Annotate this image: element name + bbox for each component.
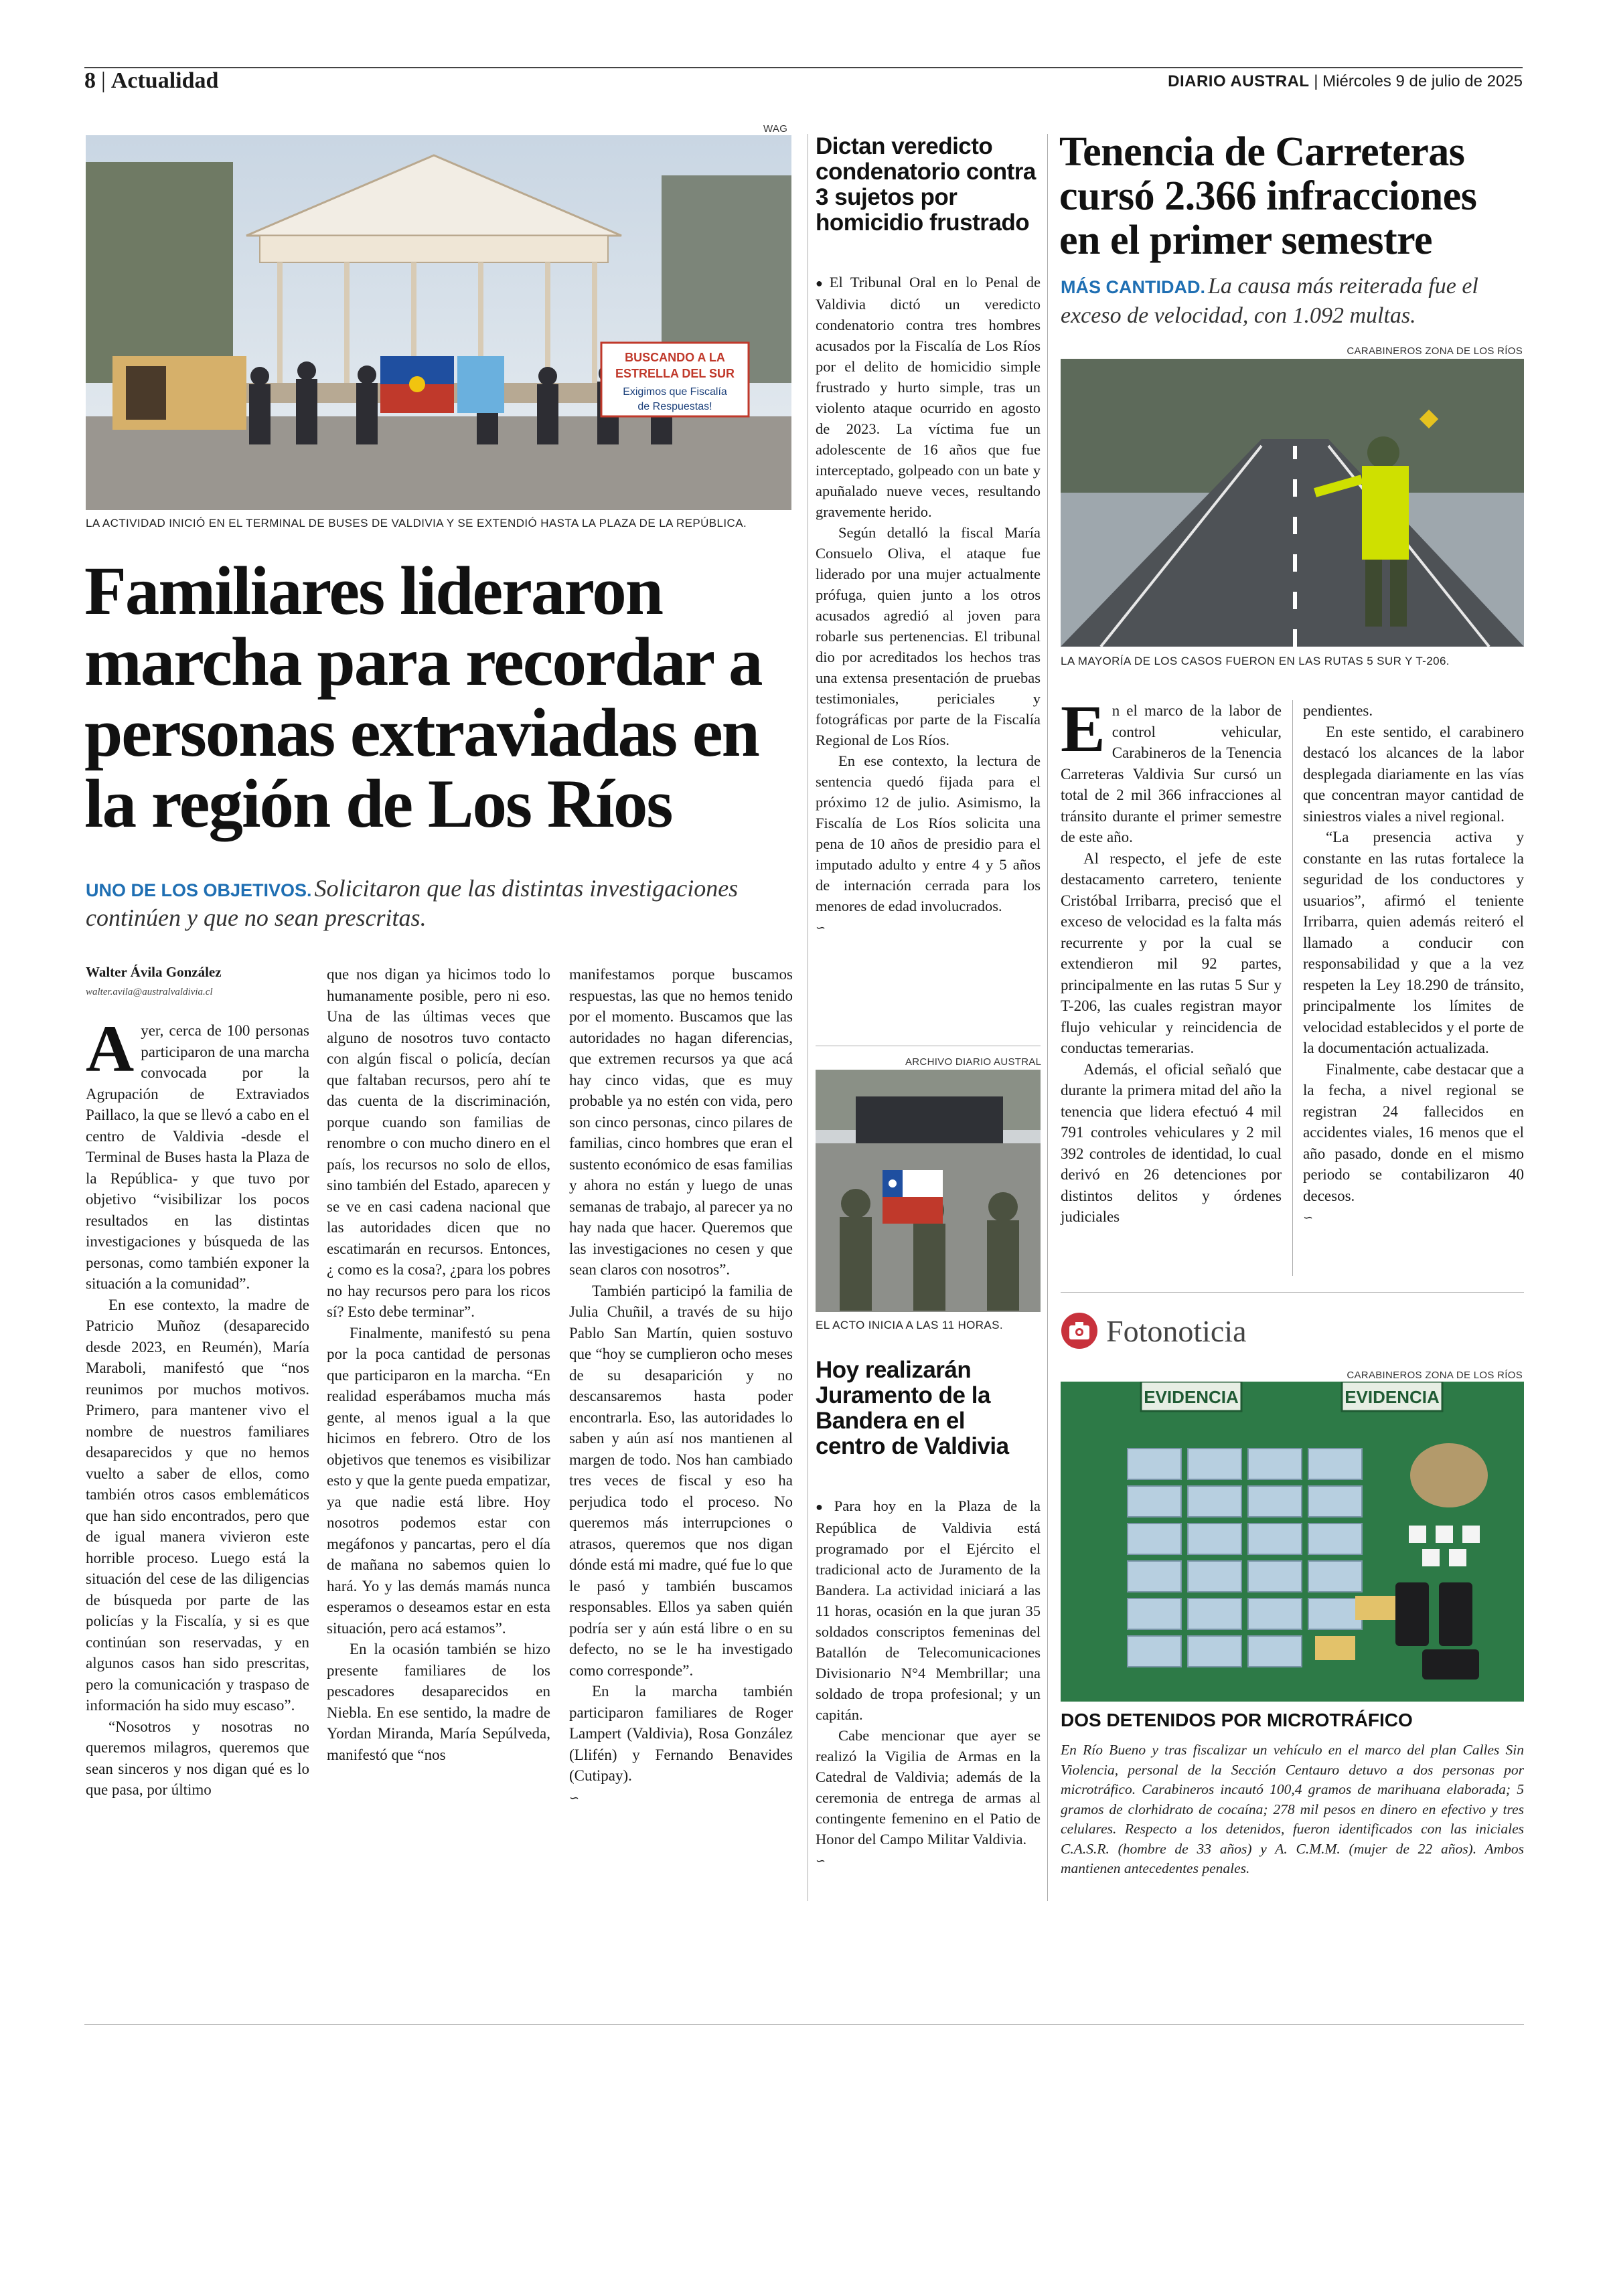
main-column-1 bbox=[86, 1011, 309, 1801]
flag-paragraph: ● Para hoy en la Plaza de la República de Valdivia está programado por el Ejército el tradicional acto de Juramento de la Bandera. La actividad iniciará a las 11 horas, ocasión en la que juran 35 soldados conscriptos femeninas del Batallón de Telecomunicaciones Divisionario N°4 Membrillar; una soldado de tropa profesional; y un capitán. bbox=[816, 1497, 1041, 1723]
section-divider bbox=[1061, 1292, 1524, 1293]
main-paragraph: Finalmente, manifestó su pena por la poca cantidad de personas que participaron en la marcha. “En realidad esperábamos mucha más gente, al menos igual a la que hicimos en febrero. Otro de los objetivos que tenemos es visibilizar esto y que la gente pueda empatizar, ya que nadie está libre. Hoy nosotros podemos estar con megáfonos y pancartas, pero el día de mañana no sabemos quien lo hará. Yo y las demás mamás nunca esperamos o deseamos estar en esta situación, pero acá estamos”. bbox=[327, 1324, 550, 1637]
main-paragraph: que nos digan ya hicimos todo lo humanamente posible, pero ni eso. Una de las últimas veces que alguno de nosotros tuvo contacto con algún fiscal o policía, decían que faltaban recursos, pero ahí te das cuenta de la discriminación, porque cuando son familias de renombre o con mucho dinero en el país, los recursos no solo de ellos, sino también del Estado, aparecen y se ve en casi cadena nacional que las autoridades dicen que no escatimarán en recursos. Entonces, ¿ como es la cosa?, ¿para los pobres no hay recursos pero para los ricos sí? Esto debe terminar”. bbox=[327, 966, 550, 1320]
main-photo-credit: WAG bbox=[763, 123, 788, 135]
flag-photo-caption: EL ACTO INICIA A LAS 11 HORAS. bbox=[816, 1319, 1004, 1331]
main-paragraph: En la ocasión también se hizo presente familiares de los pescadores desaparecidos en Niebla. En ese sentido, la madre de Yordan Miranda, María Sepúlveda, manifestó que “nos bbox=[327, 1641, 550, 1763]
main-paragraph: En la marcha también participaron familiares de Roger Lampert (Valdivia), Rosa González (Llifén) y Fernando Benavides (Cutipay). bbox=[569, 1683, 793, 1784]
roads-kicker: MÁS CANTIDAD. bbox=[1061, 277, 1205, 297]
sign-text-4: de Respuestas! bbox=[637, 401, 712, 412]
roads-paragraph: “La presencia activa y constante en las rutas fortalece la seguridad de los conductores y usuarios”, afirmó el teniente Irribarra, quien además reiteró el llamado a conducir con responsabilidad y que a la vez respeten la Ley 18.290 de tránsito, principalmente los límites de velocidad establecidos y el porte de la documentación actualizada. bbox=[1303, 829, 1524, 1056]
roads-paragraph: Al respecto, el jefe de este destacamento carretero, teniente Cristóbal Irribarra, precisó que el exceso de velocidad es la falta más recurrente y por la cual se extendieron mil 92 partes, principalmente en las rutas 5 Sur y T-206, las cuales registran mayor flujo vehicular y reincidencia de conductas temerarias. bbox=[1061, 849, 1282, 1056]
flag-photo-credit: ARCHIVO DIARIO AUSTRAL bbox=[905, 1056, 1042, 1068]
issue-date: Miércoles 9 de julio de 2025 bbox=[1322, 72, 1523, 90]
main-column-2 bbox=[327, 964, 550, 1765]
fotonoticia-title: Fotonoticia bbox=[1106, 1313, 1247, 1348]
verdict-paragraph: En ese contexto, la lectura de sentencia quedó fijada para el próximo 12 de julio. Asimismo, la Fiscalía de Los Ríos solicita una pena de 10 años de presidio para el imputado adulto y entre 4 y 5 años de internación cerrada para los menores de edad involucrados. bbox=[816, 752, 1041, 914]
roads-headline: Tenencia de Carreteras cursó 2.366 infracciones en el primer semestre bbox=[1059, 129, 1477, 263]
end-mark-icon: ∽ bbox=[816, 1854, 826, 1868]
fotonoticia-photo-credit: CARABINEROS ZONA DE LOS RÍOS bbox=[1347, 1370, 1523, 1381]
paper-name: DIARIO AUSTRAL bbox=[1168, 72, 1310, 90]
verdict-paragraph: ● El Tribunal Oral en lo Penal de Valdivia dictó un veredicto condenatorio contra tres hombres acusados por la Fiscalía de Los Ríos por el delito de homicidio simple frustrado y hurto simple, tras un violento ataque ocurrido en agosto de 2023. La víctima fue un adolescente de 16 años que fue interceptado, golpeado con un bate y apuñalado nueve veces, resultando gravemente herido. bbox=[816, 274, 1041, 520]
flag-body bbox=[816, 1495, 1041, 1872]
main-paragraph: “Nosotros y nosotras no queremos milagros, queremos que sean sinceros y nos digan qué es lo que pasa, por último bbox=[86, 1718, 309, 1798]
road-checkpoint-illustration bbox=[1061, 359, 1524, 647]
main-photo bbox=[86, 135, 791, 510]
roads-paragraph: En este sentido, el carabinero destacó los alcances de la labor desplegada diariamente en las vías que concentran mayor cantidad de siniestros viales a nivel regional. bbox=[1303, 723, 1524, 825]
main-paragraph: También participó la familia de Julia Chuñil, a través de su hijo Pablo San Martín, quien sostuvo que “hoy se cumplieron ocho meses de su desaparición y no descansaremos hasta poder encontrarla. Eso, las autoridades lo saben y aún así nos mantienen al margen de todo. Nos han cambiado tres veces de fiscal y eso ha perjudica todo el proceso. No queremos más interrupciones o atrasos, queremos que nos digan dónde está mi madre, qué fue lo que le pasó y también buscamos responsables. Ellos ya saben quién podría ser y aún está libre o en su defecto, no se le ha investigado como corresponde”. bbox=[569, 1282, 793, 1679]
flag-photo bbox=[816, 1070, 1041, 1312]
evidence-photo-illustration bbox=[1061, 1382, 1524, 1702]
main-paragraph: En ese contexto, la madre de Patricio Muñoz (desaparecido desde 2023, en Reumén), María Maraboli, manifestó que “nos reunimos por muchos motivos. Primero, para mantener vivo el nombre de nuestros familiares desaparecidos y que no hemos vuelto a saber de ellos, como también otros casos emblemáticos que han sido encontrados, pero que de igual manera vivieron este horrible proceso. Luego está la situación del cese de las diligencias de búsqueda por parte de las policías y la Fiscalía, y si es que continúan son reservadas, y en algunos casos han sido prescritas, pero la comunicación y traspaso de información ha sido muy escaso”. bbox=[86, 1296, 309, 1714]
fotonoticia-label bbox=[1061, 1312, 1247, 1349]
sign-text-1: BUSCANDO A LA bbox=[625, 351, 725, 364]
bullet-icon: ● bbox=[816, 276, 827, 290]
sign-text-3: Exigimos que Fiscalía bbox=[623, 386, 727, 398]
roads-column-1 bbox=[1061, 691, 1282, 1228]
evidence-label-1: EVIDENCIA bbox=[1144, 1387, 1239, 1407]
sign-text-2: ESTRELLA DEL SUR bbox=[615, 367, 735, 380]
main-kicker: UNO DE LOS OBJETIVOS. bbox=[86, 880, 312, 900]
author-email: walter.avila@australvaldivia.cl bbox=[86, 987, 213, 997]
verdict-body bbox=[816, 272, 1041, 938]
paper-date: DIARIO AUSTRAL | Miércoles 9 de julio de 2025 bbox=[1168, 72, 1523, 90]
roads-deck bbox=[1061, 272, 1525, 331]
roads-paragraph: Además, el oficial señaló que durante la primera mitad del año la tenencia que lidera efectuó 4 mil 791 controles vehiculares y 2 mil 392 controles de identidad, lo cual derivó en 26 detenciones por distintos delitos y órdenes judiciales bbox=[1061, 1060, 1282, 1225]
flag-paragraph: Cabe mencionar que ayer se realizó la Vigilia de Armas en la Catedral de Valdivia; además de la ceremonia de entrega de armas al contingente femenino en el Patio de Honor del Campo Militar Valdivia. bbox=[816, 1727, 1041, 1848]
fotonoticia-headline: DOS DETENIDOS POR MICROTRÁFICO bbox=[1061, 1710, 1413, 1730]
verdict-paragraph: Según detalló la fiscal María Consuelo Oliva, el ataque fue liderado por una mujer actualmente prófuga, quien junto a los otros acusados agredió al joven para robarle sus pertenencias. El tribunal dio por acreditados los hechos tras una extensa presentación de pruebas testimoniales, periciales y fotográficas por parte de la Fiscalía Regional de Los Ríos. bbox=[816, 524, 1041, 748]
flag-headline: Hoy realizarán Juramento de la Bandera en el centro de Valdivia bbox=[816, 1357, 1009, 1459]
main-headline: Familiares lideraron marcha para recordar a personas extraviadas en la región de Los Ríos bbox=[84, 553, 762, 842]
main-dropcap: A bbox=[86, 1011, 135, 1086]
roads-paragraph: pendientes. bbox=[1303, 702, 1373, 719]
roads-photo-caption: LA MAYORÍA DE LOS CASOS FUERON EN LAS RUTAS 5 SUR Y T-206. bbox=[1061, 655, 1450, 667]
main-deck-text: Solicitaron que las distintas investigaciones continúen y que no sean prescritas. bbox=[86, 875, 739, 931]
column-divider bbox=[1292, 700, 1293, 1276]
main-paragraph: manifestamos porque buscamos respuestas, las que no hemos tenido por el momento. Buscamos que las autoridades no hagan diferencias, que extremen recursos ya que acá hay cinco vidas, que es muy probable ya no estén con vida, pero son cinco personas, cinco pilares de familias, cinco hombres que eran el sustento económico de esas familias y ahora no están y luego de unas semanas de trabajo, al parecer ya no hay nada que hacer. Queremos que las investigaciones no cesen y que sean claros con nosotros”. bbox=[569, 966, 793, 1278]
fotonoticia-photo bbox=[1061, 1382, 1524, 1702]
evidence-label-2: EVIDENCIA bbox=[1345, 1387, 1440, 1407]
ceremony-photo-illustration bbox=[816, 1070, 1041, 1312]
section-name: Actualidad bbox=[110, 68, 219, 93]
page-section-label: 8 | Actualidad bbox=[84, 68, 219, 93]
end-mark-icon: ∽ bbox=[1303, 1211, 1314, 1225]
main-photo-caption: LA ACTIVIDAD INICIÓ EN EL TERMINAL DE BUSES DE VALDIVIA Y SE EXTENDIÓ HASTA LA PLAZA DE LA REPÚBLICA. bbox=[86, 517, 747, 529]
end-mark-icon: ∽ bbox=[816, 921, 826, 935]
fotonoticia-text: En Río Bueno y tras fiscalizar un vehículo en el marco del plan Calles Sin Violencia, personal de la Sección Centauro detuvo a dos personas por microtráfico. Carabineros incautó 100,4 gramos de marihuana elaborada; 5 gramos de clorhidrato de cocaína; 278 mil pesos en dinero en efectivo y tres celulares. Respecto a los detenidos, fueron identificados con las iniciales C.A.S.R. (hombre de 33 años) y A. C.M.M. (mujer de 22 años). Ambos mantienen antecedentes penales. bbox=[1061, 1742, 1524, 1876]
footer-rule bbox=[84, 2024, 1524, 2025]
bullet-icon: ● bbox=[816, 1500, 832, 1513]
roads-photo bbox=[1061, 359, 1524, 647]
march-photo-illustration bbox=[86, 135, 791, 510]
camera-icon bbox=[1061, 1312, 1098, 1349]
verdict-headline: Dictan veredicto condenatorio contra 3 sujetos por homicidio frustrado bbox=[816, 133, 1036, 236]
roads-paragraph: En el marco de la labor de control vehicular, Carabineros de la Tenencia Carreteras Valdivia Sur cursó un total de 2 mil 366 infracciones al tránsito durante el primer semestre de este año. bbox=[1061, 691, 1282, 845]
column-divider bbox=[1047, 134, 1048, 1901]
roads-column-2 bbox=[1303, 700, 1524, 1229]
main-column-3 bbox=[569, 964, 793, 1809]
roads-dropcap: E bbox=[1061, 691, 1105, 766]
roads-deck-text: La causa más reiterada fue el exceso de velocidad, con 1.092 multas. bbox=[1061, 274, 1478, 328]
header-rule bbox=[84, 67, 1523, 68]
byline: Walter Ávila González bbox=[86, 964, 222, 980]
end-mark-icon: ∽ bbox=[569, 1791, 580, 1805]
roads-paragraph: Finalmente, cabe destacar que a la fecha, a nivel regional se registran 24 fallecidos en accidentes viales, 16 menos que el año pasado, donde en el mismo periodo se contabilizaron 40 decesos. bbox=[1303, 1060, 1524, 1204]
page-number: 8 bbox=[84, 68, 96, 93]
roads-photo-credit: CARABINEROS ZONA DE LOS RÍOS bbox=[1347, 345, 1523, 357]
main-deck bbox=[86, 874, 795, 932]
main-paragraph: Ayer, cerca de 100 personas participaron de una marcha convocada por la Agrupación de Extraviados Paillaco, la que se llevó a cabo en el centro de Valdivia -desde el Terminal de Buses hasta la Plaza de la República- y que tuvo por objetivo “visibilizar los pocos resultados en las distintas investigaciones y búsqueda de las personas, como también exponer la situación a la comunidad”. bbox=[86, 1011, 309, 1292]
